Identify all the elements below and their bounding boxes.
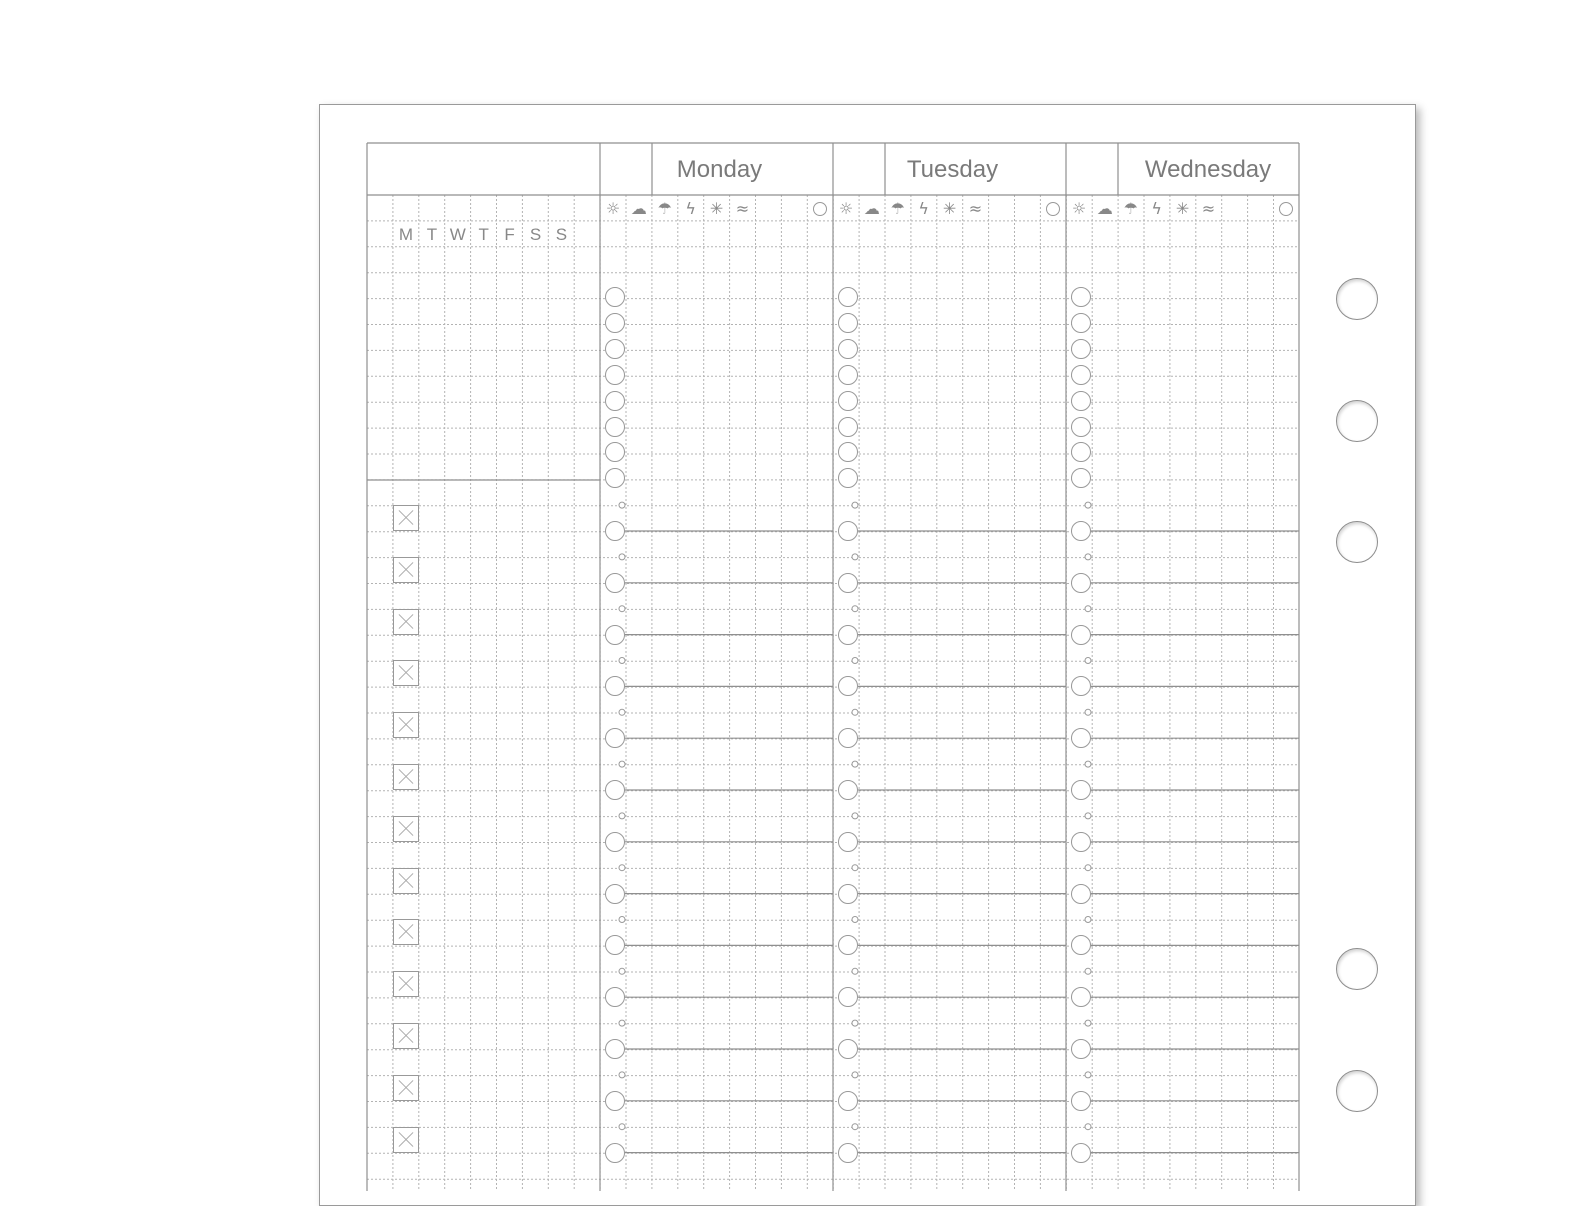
weekday-letter: W — [449, 225, 466, 244]
half-hour-dot — [619, 1072, 625, 1078]
half-hour-dot — [1085, 502, 1091, 508]
hour-marker — [838, 832, 858, 852]
half-hour-dot — [619, 502, 625, 508]
lightning-icon: ϟ — [685, 199, 696, 218]
umbrella-icon: ☂ — [657, 199, 672, 218]
hour-marker — [838, 1091, 858, 1111]
half-hour-dot — [852, 865, 858, 871]
todo-checkbox[interactable] — [393, 1023, 419, 1049]
half-hour-dot — [852, 502, 858, 508]
half-hour-dot — [619, 917, 625, 923]
hour-marker — [838, 287, 858, 307]
hour-marker — [1071, 625, 1091, 645]
hour-marker — [605, 391, 625, 411]
snow-icon: ✳ — [709, 199, 724, 218]
sun-icon: ☼ — [1071, 199, 1087, 218]
hour-marker — [1071, 1091, 1091, 1111]
half-hour-dot — [1085, 865, 1091, 871]
cloud-icon: ☁ — [863, 199, 880, 218]
hour-marker — [1071, 832, 1091, 852]
hour-marker — [1071, 365, 1091, 385]
half-hour-dot — [852, 554, 858, 560]
todo-checkbox[interactable] — [393, 919, 419, 945]
half-hour-dot — [1085, 968, 1091, 974]
hour-marker — [838, 417, 858, 437]
half-hour-dot — [852, 917, 858, 923]
hour-marker — [605, 832, 625, 852]
cloud-icon: ☁ — [1096, 199, 1113, 218]
half-hour-dot — [619, 709, 625, 715]
wind-icon: ≈ — [735, 199, 750, 218]
hour-marker — [1071, 339, 1091, 359]
hour-marker — [605, 521, 625, 541]
lightning-icon: ϟ — [918, 199, 929, 218]
hour-marker — [605, 780, 625, 800]
half-hour-dot — [852, 761, 858, 767]
hour-marker — [605, 417, 625, 437]
hour-marker — [838, 339, 858, 359]
half-hour-dot — [619, 606, 625, 612]
half-hour-dot — [852, 709, 858, 715]
hour-marker — [838, 365, 858, 385]
half-hour-dot — [619, 813, 625, 819]
half-hour-dot — [1085, 1124, 1091, 1130]
half-hour-dot — [1085, 658, 1091, 664]
wind-icon: ≈ — [968, 199, 983, 218]
half-hour-dot — [1085, 554, 1091, 560]
umbrella-icon: ☂ — [890, 199, 905, 218]
hour-marker — [1071, 1143, 1091, 1163]
hour-marker — [605, 365, 625, 385]
half-hour-dot — [619, 968, 625, 974]
hour-marker — [1071, 780, 1091, 800]
half-hour-dot — [852, 1124, 858, 1130]
half-hour-dot — [619, 554, 625, 560]
hour-marker — [838, 884, 858, 904]
half-hour-dot — [852, 1072, 858, 1078]
hour-marker — [838, 1039, 858, 1059]
todo-checkbox[interactable] — [393, 1127, 419, 1153]
day-header-wednesday: Wednesday — [1144, 156, 1272, 183]
half-hour-dot — [1085, 1020, 1091, 1026]
snow-icon: ✳ — [1175, 199, 1190, 218]
hour-marker — [1071, 521, 1091, 541]
hour-marker — [1071, 391, 1091, 411]
hour-marker — [1071, 884, 1091, 904]
half-hour-dot — [1085, 761, 1091, 767]
lightning-icon: ϟ — [1151, 199, 1162, 218]
weekday-letter: M — [398, 225, 414, 244]
todo-checkbox[interactable] — [393, 609, 419, 635]
umbrella-icon: ☂ — [1123, 199, 1138, 218]
half-hour-dot — [619, 761, 625, 767]
hour-marker — [1071, 287, 1091, 307]
half-hour-dot — [852, 658, 858, 664]
hour-marker — [838, 313, 858, 333]
day-done-circle — [1279, 202, 1293, 216]
half-hour-dot — [852, 1020, 858, 1026]
half-hour-dot — [619, 1020, 625, 1026]
hour-marker — [1071, 573, 1091, 593]
day-header-monday: Monday — [676, 156, 763, 183]
weekday-letter: T — [426, 225, 438, 244]
hour-marker — [838, 521, 858, 541]
todo-checkbox[interactable] — [393, 1075, 419, 1101]
hour-marker — [605, 287, 625, 307]
hour-marker — [1071, 313, 1091, 333]
hour-marker — [1071, 1039, 1091, 1059]
todo-checkbox[interactable] — [393, 660, 419, 686]
cloud-icon: ☁ — [630, 199, 647, 218]
day-done-circle — [813, 202, 827, 216]
hour-marker — [1071, 417, 1091, 437]
weekday-letter: F — [504, 225, 515, 244]
hour-marker — [605, 1091, 625, 1111]
weekday-letter: S — [555, 225, 568, 244]
sun-icon: ☼ — [838, 199, 854, 218]
half-hour-dot — [1085, 606, 1091, 612]
half-hour-dot — [619, 865, 625, 871]
todo-checkbox[interactable] — [393, 868, 419, 894]
half-hour-dot — [852, 968, 858, 974]
todo-checkbox[interactable] — [393, 816, 419, 842]
weekday-letter: T — [478, 225, 489, 244]
day-done-circle — [1046, 202, 1060, 216]
sun-icon: ☼ — [605, 199, 621, 218]
hour-marker — [605, 573, 625, 593]
hour-marker — [838, 1143, 858, 1163]
todo-checkbox[interactable] — [393, 764, 419, 790]
half-hour-dot — [852, 606, 858, 612]
todo-checkbox[interactable] — [393, 971, 419, 997]
half-hour-dot — [852, 813, 858, 819]
hour-marker — [838, 780, 858, 800]
half-hour-dot — [1085, 709, 1091, 715]
hour-marker — [605, 1143, 625, 1163]
hour-marker — [838, 391, 858, 411]
hour-marker — [605, 625, 625, 645]
half-hour-dot — [1085, 813, 1091, 819]
hour-marker — [605, 339, 625, 359]
todo-checkbox[interactable] — [393, 505, 419, 531]
hour-marker — [605, 1039, 625, 1059]
hour-marker — [605, 884, 625, 904]
day-header-tuesday: Tuesday — [906, 156, 999, 183]
half-hour-dot — [619, 658, 625, 664]
hour-marker — [838, 625, 858, 645]
hour-marker — [838, 573, 858, 593]
todo-checkbox[interactable] — [393, 712, 419, 738]
half-hour-dot — [619, 1124, 625, 1130]
hour-marker — [605, 313, 625, 333]
todo-checkbox[interactable] — [393, 557, 419, 583]
weekday-letter: S — [529, 225, 542, 244]
half-hour-dot — [1085, 917, 1091, 923]
wind-icon: ≈ — [1201, 199, 1216, 218]
snow-icon: ✳ — [942, 199, 957, 218]
half-hour-dot — [1085, 1072, 1091, 1078]
